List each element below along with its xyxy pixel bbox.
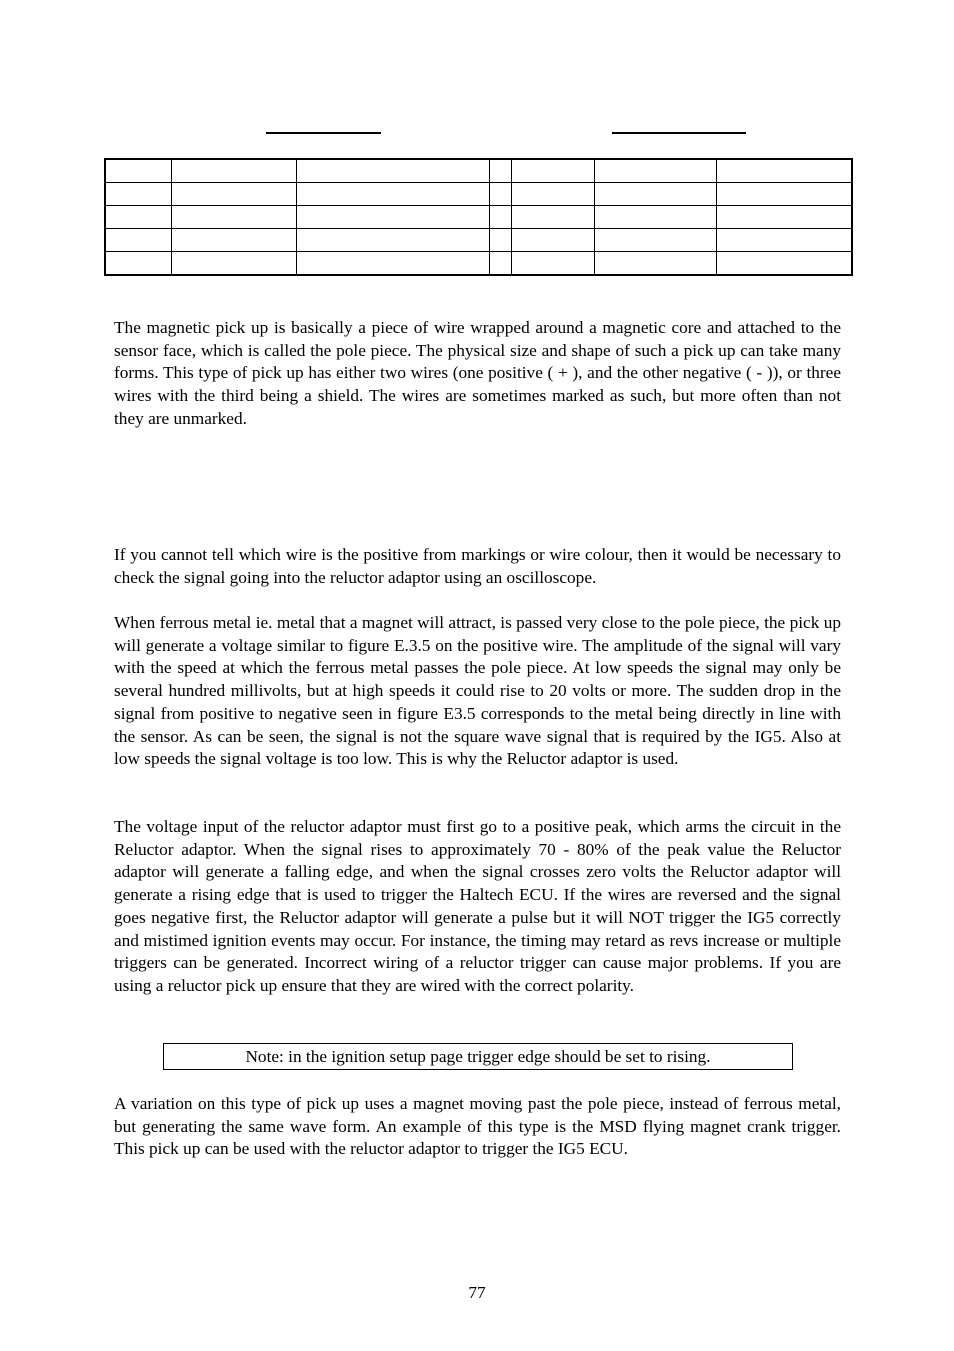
table-cell: [296, 252, 489, 276]
table-cell: [716, 252, 852, 276]
table-cell: [105, 206, 171, 229]
table-cell: [511, 252, 594, 276]
table-cell: [594, 183, 716, 206]
table-cell: [171, 229, 296, 252]
table-cell: [171, 159, 296, 183]
table-row: [105, 183, 852, 206]
table-cell: [716, 229, 852, 252]
table-cell: [511, 183, 594, 206]
note-box: Note: in the ignition setup page trigger edge should be set to rising.: [163, 1043, 793, 1070]
table-cell: [489, 229, 511, 252]
table-cell: [105, 252, 171, 276]
table-cell: [105, 183, 171, 206]
table-cell: [716, 183, 852, 206]
paragraph-reluctor-input: The voltage input of the reluctor adaptor must first go to a positive peak, which arms the circuit in the Reluctor adaptor. When the signal rises to approximately 70 - 80% of the peak value the Reluctor adaptor will generate a falling edge, and when the signal crosses zero volts the Reluctor adaptor will generate a rising edge that is used to trigger the Haltech ECU. If the wires are reversed and the signal goes negative first, the Reluctor adaptor will generate a pulse but it will NOT trigger the IG5 correctly and mistimed ignition events may occur. For instance, the timing may retard as revs increase or multiple triggers can be generated. Incorrect wiring of a reluctor trigger can cause major problems. If you are using a reluctor pick up ensure that they are wired with the correct polarity.: [114, 817, 841, 995]
table-cell: [296, 229, 489, 252]
table-cell: [594, 252, 716, 276]
heading-underline-left: [266, 132, 381, 134]
table-row: [105, 252, 852, 276]
table-cell: [511, 206, 594, 229]
table-cell: [296, 206, 489, 229]
table-cell: [296, 159, 489, 183]
table-cell: [716, 206, 852, 229]
table-cell: [489, 183, 511, 206]
table-cell: [105, 159, 171, 183]
table-cell: [296, 183, 489, 206]
table-cell: [594, 206, 716, 229]
table-cell: [716, 159, 852, 183]
paragraph-wire-polarity: If you cannot tell which wire is the positive from markings or wire colour, then it would be necessary to check the signal going into the reluctor adaptor using an oscilloscope.: [114, 545, 841, 587]
table-row: [105, 229, 852, 252]
paragraph-ferrous-metal: When ferrous metal ie. metal that a magnet will attract, is passed very close to the pole piece, the pick up will generate a voltage similar to figure E.3.5 on the positive wire. The amplitude of the signal will vary with the speed at which the ferrous metal passes the pole piece. At low speeds the signal may only be several hundred millivolts, but at high speeds it could rise to 20 volts or more. The sudden drop in the signal from positive to negative seen in figure E3.5 corresponds to the metal being directly in line with the sensor. As can be seen, the signal is not the square wave signal that is required by the IG5. Also at low speeds the signal voltage is too low. This is why the Reluctor adaptor is used.: [114, 613, 841, 769]
table-cell: [171, 183, 296, 206]
table-cell: [489, 206, 511, 229]
table-cell: [105, 229, 171, 252]
paragraph-magnetic-pickup: The magnetic pick up is basically a piece of wire wrapped around a magnetic core and attached to the sensor face, which is called the pole piece. The physical size and shape of such a pick up can take many forms. This type of pick up has either two wires (one positive ( + ), and the other negative ( - )), or three wires with the third being a shield. The wires are sometimes marked as such, but more often than not they are unmarked.: [114, 318, 841, 428]
table-cell: [511, 229, 594, 252]
table-cell: [594, 159, 716, 183]
table-cell: [489, 159, 511, 183]
table-cell: [171, 252, 296, 276]
table-cell: [171, 206, 296, 229]
heading-underline-right: [612, 132, 746, 134]
page-number: 77: [468, 1283, 486, 1302]
table-row: [105, 159, 852, 183]
paragraph-variation: A variation on this type of pick up uses a magnet moving past the pole piece, instead of ferrous metal, but generating the same wave form. An example of this type is the MSD flying magnet crank trigger. This pick up can be used with the reluctor adaptor to trigger the IG5 ECU.: [114, 1094, 841, 1159]
table-cell: [511, 159, 594, 183]
table-cell: [594, 229, 716, 252]
wiring-table: [104, 158, 853, 276]
table-cell: [489, 252, 511, 276]
table-row: [105, 206, 852, 229]
